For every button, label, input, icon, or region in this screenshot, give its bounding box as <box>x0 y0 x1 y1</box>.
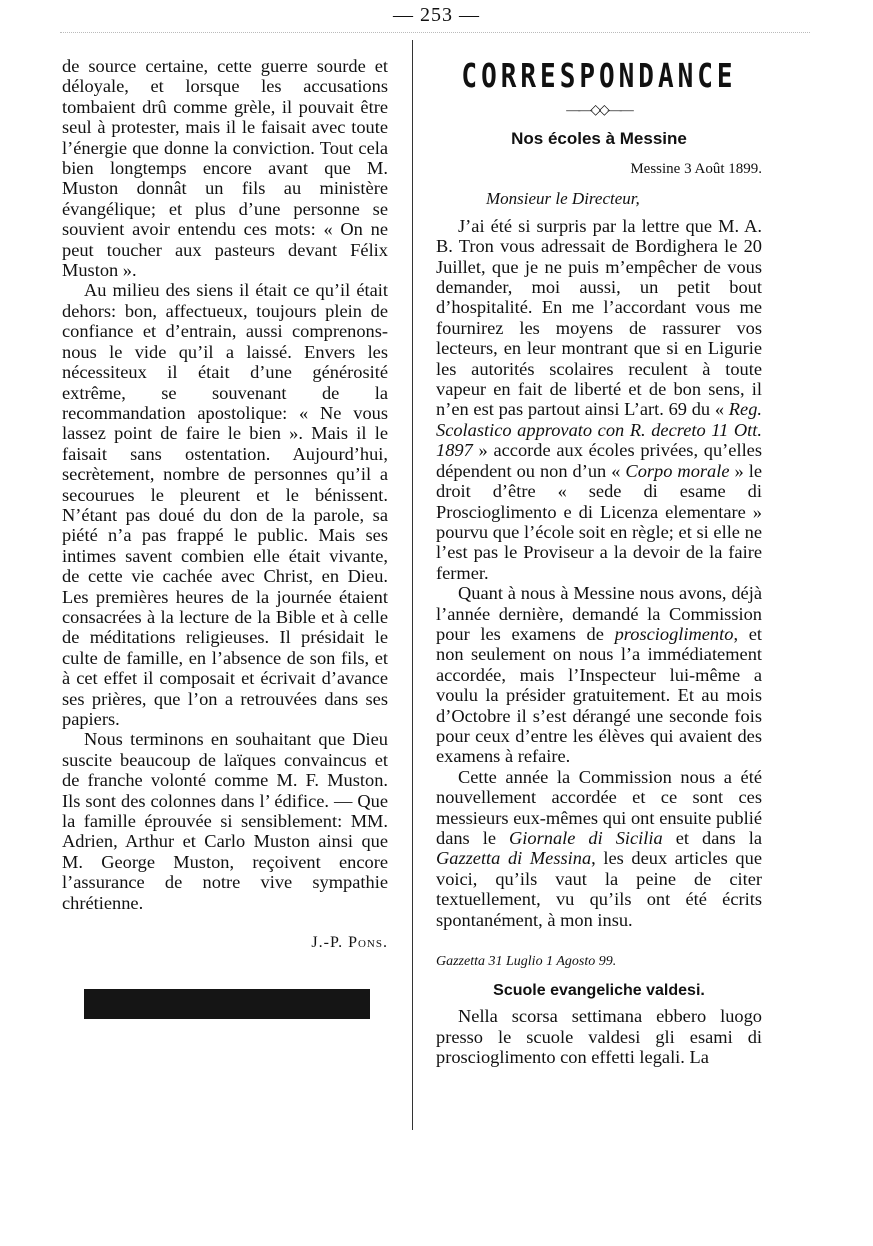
obituary-paragraph-1: de source certaine, cette guerre sourde et déloyale, et lorsque les accusations tombaient drû comme grèle, il pouvait être seul à protester, mais il le faisait avec toute l’énergie que donne la conviction. Tout cela bien longtemps encore avant que M. Muston donnât un fils au ministère évangélique; et plus d’une personne se souvient avoir entendu ces mots: « On ne peut toucher aux pasteurs devant Félix Muston ». <box>62 56 388 281</box>
obituary-paragraph-2: Au milieu des siens il était ce qu’il était dehors: bon, affectueux, toujours plein de confiance et d’entrain, aussi comprenons-nous le vide qu’il a laissé. Envers les nécessiteux il était d’une générosité extrême, se souvenant de la recommandation apostolique: « Ne vous lassez point de faire le bien ». Mais il le faisait sans ostentation. Aujourd’hui, secrètement, nombre de personnes qu’il a secourues le pleurent et le bénissent. N’étant pas doué du don de la parole, sa piété n’a pas frappé le public. Mais ses intimes savent combien elle était vivante, de cette vie cachée avec Christ, en Dieu. Les premières heures de la journée étaient consacrées à la lecture de la Bible et à celle de méditations religieuses. Il présidait le culte de famille, en l’absence de son fils, et à cet effet il composait et écrivait d’avance ses prières, que l’on a retrouvées dans ses papiers. <box>62 280 388 729</box>
obituary-paragraph-3: Nous terminons en souhaitant que Dieu suscite beaucoup de laïques convaincus et de franche volonté comme M. F. Muston. Ils sont des colonnes dans l’ édifice. — Que la famille éprouvée si sensiblement: MM. Adrien, Arthur et Carlo Muston ainsi que M. George Muston, reçoivent encore l’assurance de notre vive sympathie chrétienne. <box>62 729 388 913</box>
text-run: Cette année la Commission nous a été nouvellement accordée et ce sont ces messieurs eux-mêmes qui ont ensuite publié dans le <box>436 766 762 848</box>
black-bar <box>84 989 370 1019</box>
section-title: CORRESPONDANCE <box>461 58 737 96</box>
signature <box>62 933 388 953</box>
page-number: — 253 — <box>393 4 480 26</box>
column-divider <box>412 40 413 1130</box>
italic-newspaper: Gazzetta di Messina <box>436 848 592 869</box>
text-run: » le droit d’être « sede di esame di Proscioglimento e di Licenza elementare » pourvu que l’école soit en règle; et si elle ne l’est pas le Proviseur a la devoir de la faire fermer. <box>436 460 762 583</box>
signature-name: Pons. <box>348 934 388 952</box>
top-rule <box>60 32 810 33</box>
italic-term: Corpo morale <box>625 460 730 481</box>
text-run: Quant à nous à Messine nous avons, déjà l’année dernière, demandé la Commission pour les examens de <box>436 583 762 644</box>
gazzetta-citation: Gazzetta 31 Luglio 1 Agosto 99. <box>436 954 617 970</box>
letter-paragraph-3 <box>436 767 762 930</box>
ornament-divider: ——◇◇—— <box>566 103 632 118</box>
italic-newspaper: Giornale di Sicilia <box>509 828 663 848</box>
signature-initials: J.-P. <box>311 934 344 952</box>
text-run: » accorde aux écoles privées, qu’elles dépendent ou non d’un « <box>436 440 762 481</box>
article-subhead: Nos écoles à Messine <box>511 129 687 148</box>
left-column <box>62 56 388 1019</box>
letter-paragraph-2 <box>436 583 762 767</box>
italian-article-heading: Scuole evangeliche valdesi. <box>493 982 705 1000</box>
italic-term: proscioglimento <box>614 623 734 644</box>
letter-paragraph-1 <box>436 216 762 583</box>
text-run: et dans la <box>662 828 762 848</box>
dateline: Messine 3 Août 1899. <box>630 161 762 177</box>
italian-article-paragraph: Nella scorsa settimana ebbero luogo presso le scuole valdesi gli esami di proscioglimento con effetti legali. La <box>436 1006 762 1068</box>
salutation: Monsieur le Directeur, <box>486 189 640 209</box>
text-run: , et non seulement on nous l’a immédiatement accordée, mais l’Inspecteur lui-même a voulu la présider gratuitement. Et au mois d’Octobre il s’est dérangé une seconde fois pour ceux d’entre les élèves qui avaient des examens à refaire. <box>436 623 762 767</box>
text-run: , les deux articles que voici, qu’ils vaut la peine de citer textuellement, vu qu’ils ont été écrits spontanément, à mon insu. <box>436 848 762 930</box>
right-column <box>436 56 762 1068</box>
text-run: J’ai été si surpris par la lettre que M. A. B. Tron vous adressait de Bordighera le 20 Juillet, que je ne puis m’empêcher de vous demander, moi aussi, un petit bout d’hospitalité. En me l’accordant vous me fournirez les moyens de rassurer vos lecteurs, en leur montrant que si en Ligurie les autorités scolaires reculent à toute vapeur en fait de liberté et de bon sens, il n’en est pas partout ainsi L’art. 69 du « <box>436 215 762 420</box>
italic-citation: Reg. Scolastico approvato con R. decreto 11 Ott. 1897 <box>436 399 762 461</box>
